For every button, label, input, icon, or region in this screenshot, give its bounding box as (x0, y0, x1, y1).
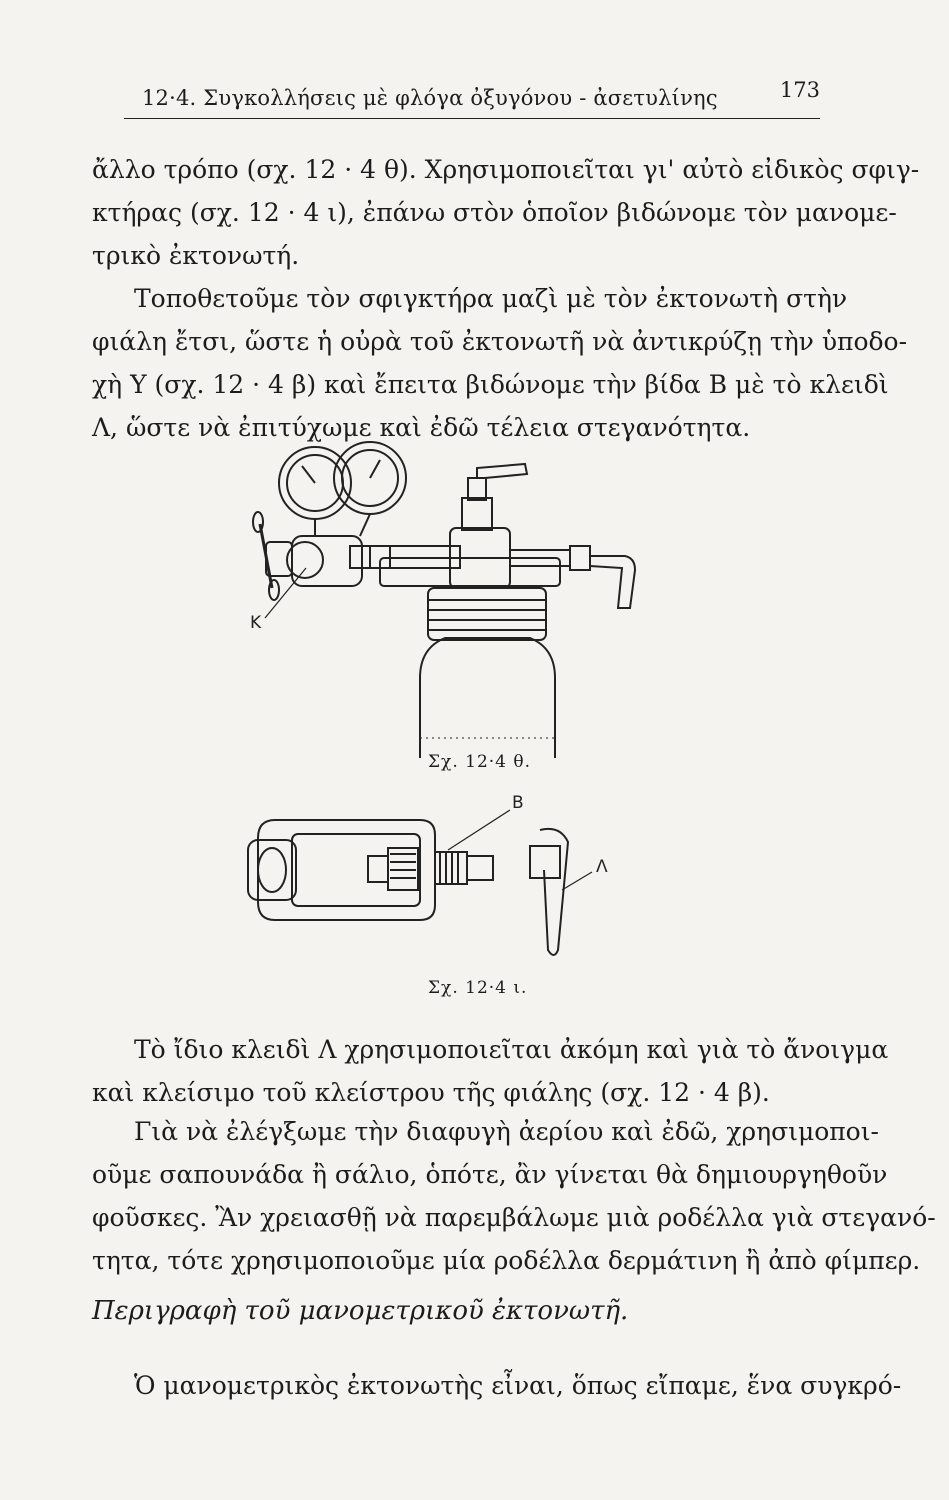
paragraph-3 (92, 1028, 889, 1114)
label-b: B (512, 793, 524, 813)
paragraph-1 (92, 148, 920, 277)
text-line: τητα, τότε χρησιμοποιοῦμε μία ροδέλλα δερμάτινη ἢ ἀπὸ φίμπερ. (92, 1246, 921, 1275)
text-line: οῦμε σαπουνάδα ἢ σάλιο, ὁπότε, ἂν γίνεται θὰ δημιουργηθοῦν (92, 1160, 888, 1189)
text-line: Τοποθετοῦμε τὸν σφιγκτήρα μαζὶ μὲ τὸν ἐκτονωτὴ στὴν (134, 284, 848, 313)
text-line: Τὸ ἴδιο κλειδὶ Λ χρησιμοποιεῖται ἀκόμη καὶ γιὰ τὸ ἄνοιγμα (134, 1035, 889, 1064)
text-line: καὶ κλείσιμο τοῦ κλείστρου τῆς φιάλης (σχ. 12 · 4 β). (92, 1078, 770, 1107)
text-line: Ὁ μανομετρικὸς ἐκτονωτὴς εἶναι, ὅπως εἴπαμε, ἕνα συγκρό- (134, 1371, 902, 1400)
label-lambda: Λ (596, 857, 608, 877)
text-line: χὴ Υ (σχ. 12 · 4 β) καὶ ἔπειτα βιδώνομε τὴν βίδα Β μὲ τὸ κλειδὶ (92, 370, 889, 399)
label-k: K (250, 613, 262, 633)
text-line: κτήρας (σχ. 12 · 4 ι), ἐπάνω στὸν ὁποῖον βιδώνομε τὸν μανομε- (92, 198, 897, 227)
paragraph-4 (92, 1110, 936, 1282)
paragraph-5 (92, 1364, 902, 1407)
text-line: Γιὰ νὰ ἐλέγξωμε τὴν διαφυγὴ ἀερίου καὶ ἐδῶ, χρησιμοποι- (134, 1117, 879, 1146)
section-heading: Περιγραφὴ τοῦ μανομετρικοῦ ἐκτονωτῆ. (92, 1296, 629, 1326)
page-number: 173 (779, 78, 820, 102)
text-line: ἄλλο τρόπο (σχ. 12 · 4 θ). Χρησιμοποιεῖται γι' αὐτὸ εἰδικὸς σφιγ- (92, 155, 920, 184)
figure-caption-1: Σχ. 12·4 θ. (428, 752, 532, 772)
text-line: φοῦσκες. Ἂν χρειασθῇ νὰ παρεμβάλωμε μιὰ ροδέλλα γιὰ στεγανό- (92, 1203, 936, 1232)
text-line: Λ, ὥστε νὰ ἐπιτύχωμε καὶ ἐδῶ τέλεια στεγανότητα. (92, 413, 751, 442)
paragraph-2 (92, 277, 908, 449)
regulator-clamp-figure (230, 438, 730, 758)
running-header (124, 76, 820, 122)
header-rule (124, 118, 820, 119)
text-line: τρικὸ ἐκτονωτή. (92, 241, 300, 270)
chapter-title: 12·4. Συγκολλήσεις μὲ φλόγα ὀξυγόνου - ἀσετυλίνης (142, 86, 718, 110)
figure-caption-2: Σχ. 12·4 ι. (428, 978, 528, 998)
clamp-key-figure (240, 790, 640, 980)
text-line: φιάλη ἔτσι, ὥστε ἡ οὐρὰ τοῦ ἐκτονωτῆ νὰ ἀντικρύζῃ τὴν ὑποδο- (92, 327, 908, 356)
